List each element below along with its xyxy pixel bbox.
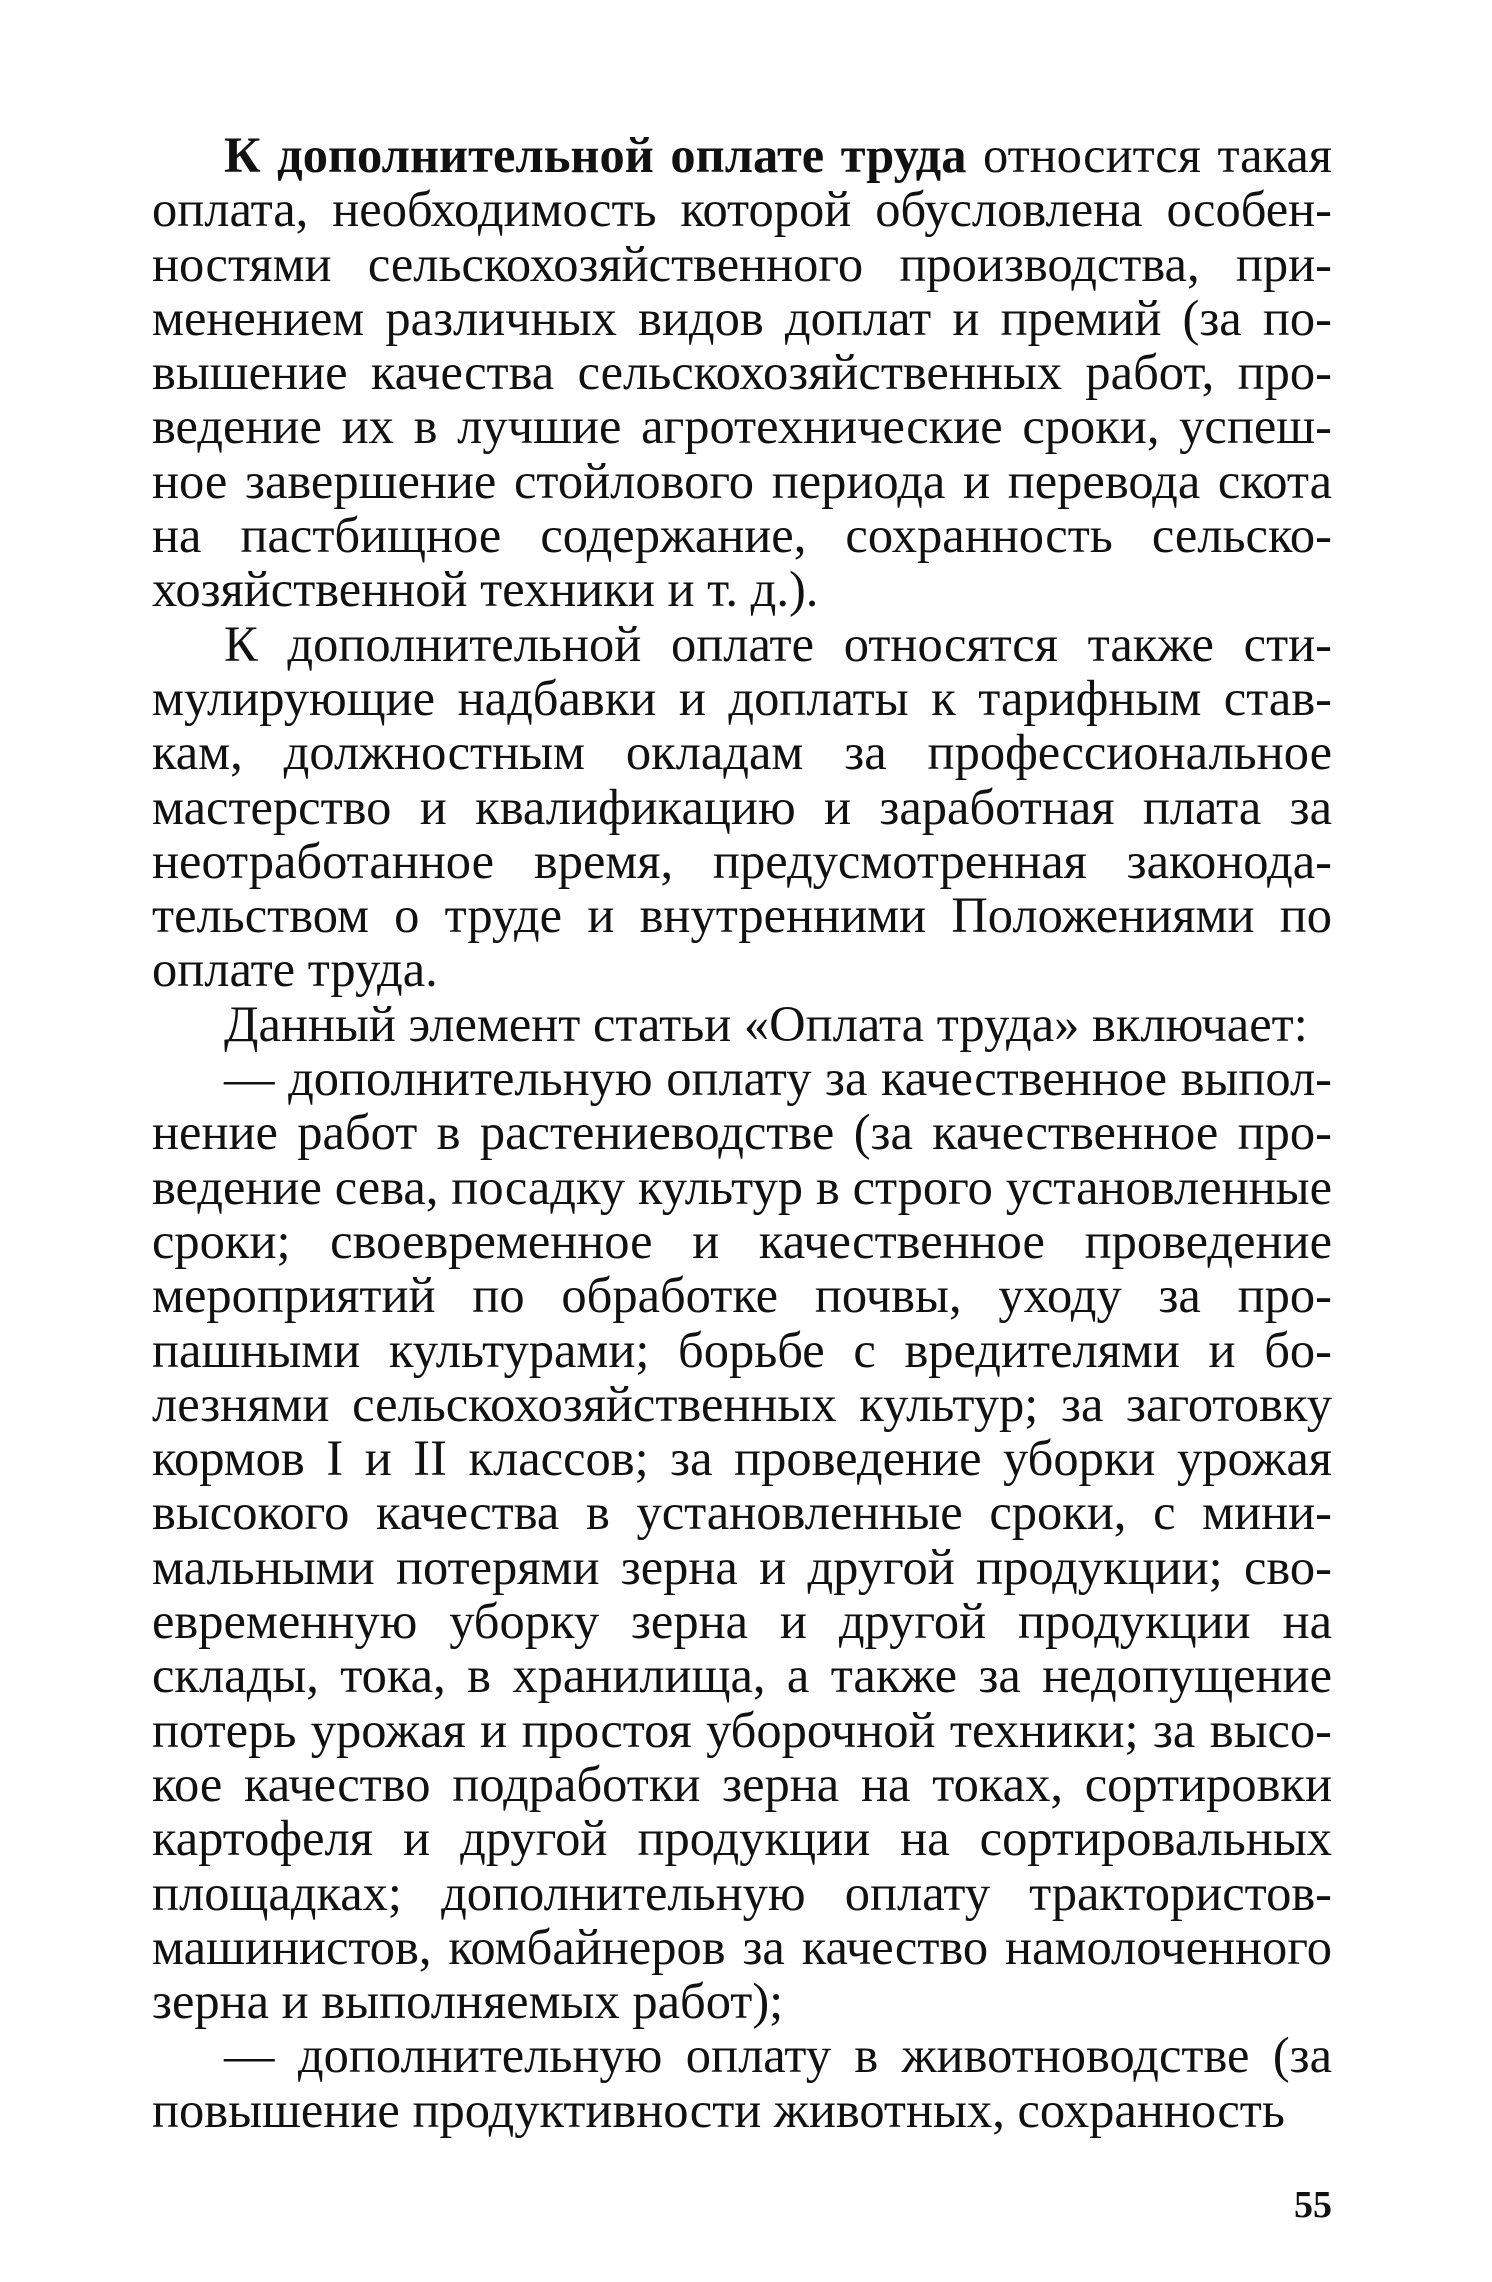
paragraph-additional-pay-definition xyxy=(152,128,1332,617)
paragraph-additional-allowances: К дополнительной оплате относятся также стимулирующие надбавки и доплаты к тарифным ставкам, должностным окладам за профессиональное мастерство и квалификацию и заработная плата за неотработанное время, предусмотренная законодательством о труде и внутренними Положениями по оплате труда. xyxy=(152,615,1332,998)
paragraph-element-includes: Данный элемент статьи «Оплата труда» включает: xyxy=(224,995,1308,1052)
page-number: 55 xyxy=(1294,2184,1332,2226)
list-item-crop-production-pay: — дополнительную оплату за качественное выполнение работ в растениеводстве (за качественное проведение сева, посадку культур в строго установленные сроки; своевременное и качественное проведение мероприятий по обработке почвы, уходу за пропашными культурами; борьбе с вредителями и болезнями сельскохозяйственных культур; за заготовку кормов I и II классов; за проведение уборки урожая высокого качества в установленные сроки, с минимальными потерями зерна и другой продукции; своевременную уборку зерна и другой продукции на склады, тока, в хранилища, а также за недопущение потерь урожая и простоя уборочной техники; за высокое качество подработки зерна на токах, сортировки картофеля и другой продукции на сортировальных площадках; дополнительную оплату трактористов-машинистов, комбайнеров за качество намолоченного зерна и выполняемых работ); xyxy=(152,1050,1332,2030)
bold-term-additional-pay: К дополнительной оплате труда xyxy=(224,127,967,183)
list-item-livestock-pay: — дополнительную оплату в животноводстве (за повышение продуктивности животных, сохранность xyxy=(152,2027,1332,2138)
paragraph-1-text: относится такая оплата, необходимость которой обусловлена особенностями сельскохозяйственного производства, применением различных видов доплат и премий (за повышение качества сельскохозяйственных работ, проведение их в лучшие агротехнические сроки, успешное завершение стойлового периода и перевода скота на пастбищное содержание, сохранность сельскохозяйственной техники и т. д.). xyxy=(152,127,1332,618)
document-page xyxy=(152,128,1332,2137)
